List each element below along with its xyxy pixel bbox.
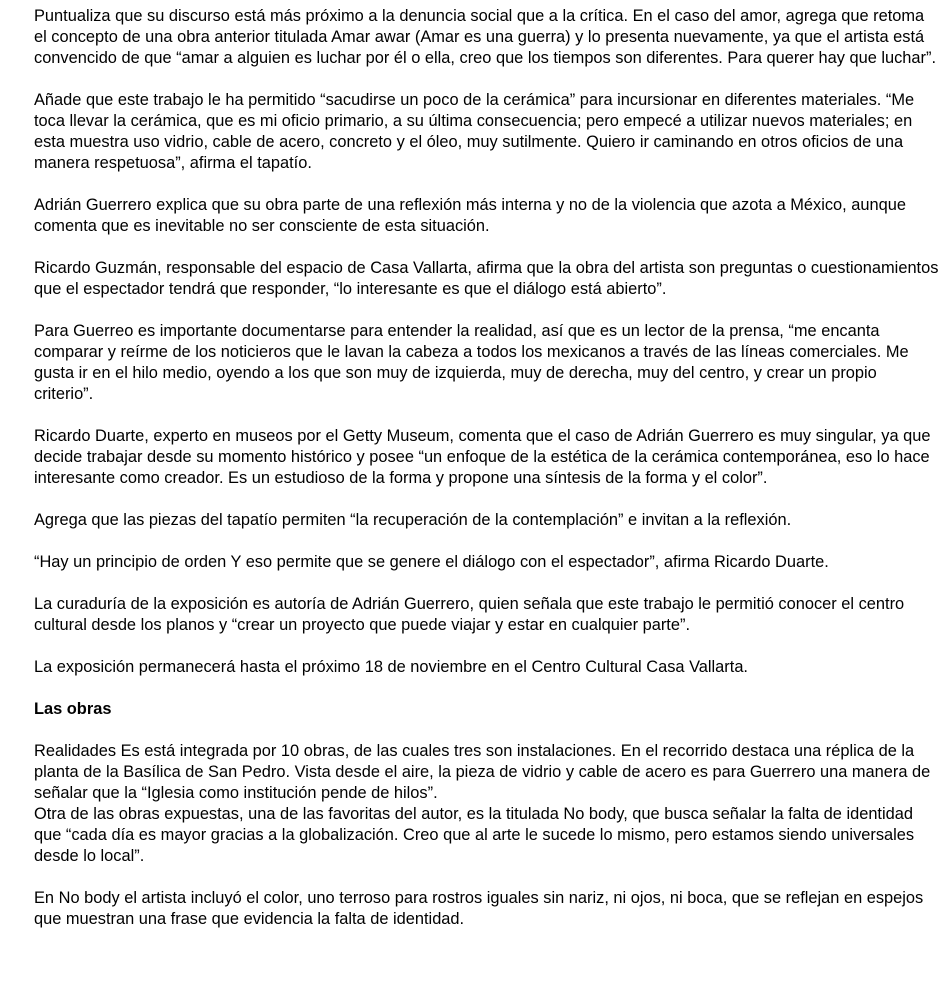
paragraph-obras-line-1: Realidades Es está integrada por 10 obras, de las cuales tres son instalaciones. En el recorrido destaca una réplica de la planta de la Basílica de San Pedro. Vista desde el aire, la pieza de vidrio y cable de acero es para Guerrero una manera de señalar que la “Iglesia como institución pende de hilos”. (34, 742, 931, 802)
paragraph-orden: “Hay un principio de orden Y eso permite que se genere el diálogo con el espectador”, afirma Ricardo Duarte. (34, 553, 829, 571)
paragraph-duarte: Ricardo Duarte, experto en museos por el Getty Museum, comenta que el caso de Adrián Guerrero es muy singular, ya que decide trabajar desde su momento histórico y posee “un enfoque de la estética de la cerámica contemporánea, eso lo hace interesante como creador. Es un estudioso de la forma y propone una síntesis de la forma y el color”. (34, 427, 931, 487)
paragraph-obras (34, 741, 940, 867)
paragraph-reflexion: Adrián Guerrero explica que su obra parte de una reflexión más interna y no de la violencia que azota a México, aunque comenta que es inevitable no ser consciente de esta situación. (34, 196, 906, 235)
paragraph-contemplacion: Agrega que las piezas del tapatío permiten “la recuperación de la contemplación” e invitan a la reflexión. (34, 511, 792, 529)
paragraph-discurso: Puntualiza que su discurso está más próximo a la denuncia social que a la crítica. En el caso del amor, agrega que retoma el concepto de una obra anterior titulada Amar awar (Amar es una guerra) y lo presenta nuevamente, ya que el artista está convencido de que “amar a alguien es luchar por él o ella, creo que los tiempos son diferentes. Para querer hay que luchar”. (34, 7, 937, 67)
paragraph-no-body: En No body el artista incluyó el color, uno terroso para rostros iguales sin nariz, ni ojos, ni boca, que se reflejan en espejos que muestran una frase que evidencia la falta de identidad. (34, 889, 924, 928)
paragraph-ceramica: Añade que este trabajo le ha permitido “sacudirse un poco de la cerámica” para incursionar en diferentes materiales. “Me toca llevar la cerámica, que es mi oficio primario, a su última consecuencia; pero empecé a utilizar nuevos materiales; en esta muestra uso vidrio, cable de acero, concreto y el óleo, muy sutilmente. Quiero ir caminando en otros oficios de una manera respetuosa”, afirma el tapatío. (34, 91, 915, 172)
paragraph-obras-line-2: Otra de las obras expuestas, una de las favoritas del autor, es la titulada No body, que busca señalar la falta de identidad que “cada día es mayor gracias a la globalización. Creo que al arte le sucede lo mismo, pero estamos siendo universales desde lo local”. (34, 805, 915, 865)
paragraph-prensa: Para Guerreo es importante documentarse para entender la realidad, así que es un lector de la prensa, “me encanta comparar y reírme de los noticieros que le lavan la cabeza a todos los mexicanos a través de las líneas comerciales. Me gusta ir en el hilo medio, oyendo a los que son muy de izquierda, muy de derecha, muy del centro, y crear un propio criterio”. (34, 322, 909, 403)
paragraph-fecha: La exposición permanecerá hasta el próximo 18 de noviembre en el Centro Cultural Casa Vallarta. (34, 658, 748, 676)
paragraph-curaduria: La curaduría de la exposición es autoría de Adrián Guerrero, quien señala que este trabajo le permitió conocer el centro cultural desde los planos y “crear un proyecto que puede viajar y estar en cualquier parte”. (34, 595, 905, 634)
paragraph-guzman: Ricardo Guzmán, responsable del espacio de Casa Vallarta, afirma que la obra del artista son preguntas o cuestionamientos que el espectador tendrá que responder, “lo interesante es que el diálogo está abierto”. (34, 259, 939, 298)
section-heading: Las obras (34, 700, 112, 718)
